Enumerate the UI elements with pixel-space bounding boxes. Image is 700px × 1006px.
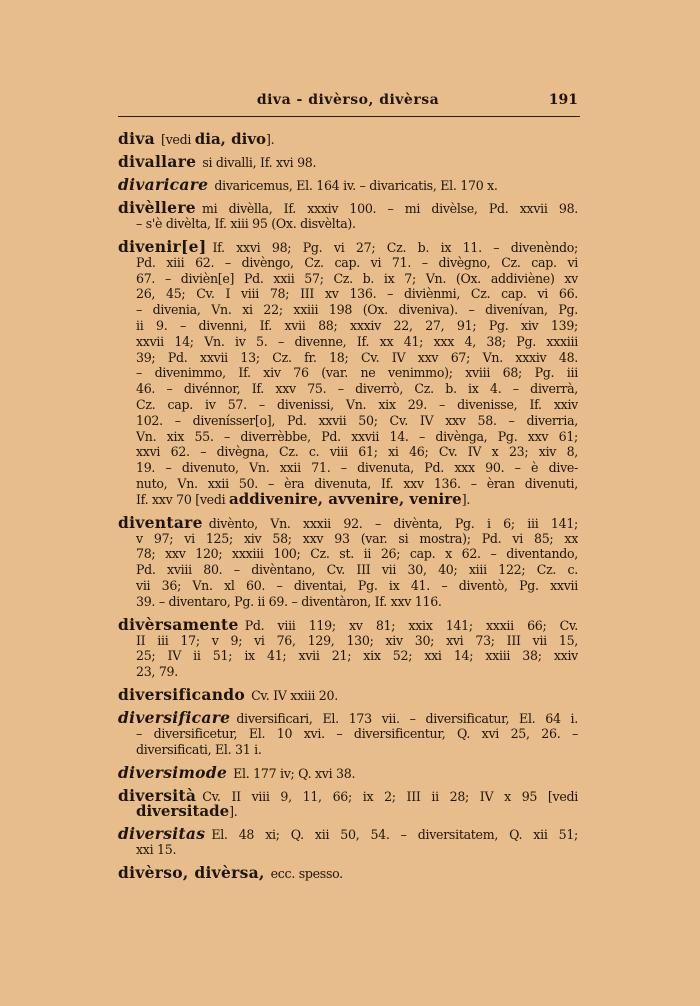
entry-line: 19. – divenuto, Vn. xxii 71. – divenuta, Pd. xxx 90. – è dive- [136,460,578,476]
entry-line: – s'è divèlta, If. xiii 95 (Ox. disvèlta). [136,216,356,231]
dictionary-entry [118,514,578,610]
dictionary-entry [118,238,578,508]
entry-line: vii 36; Vn. xl 60. – diventai, Pg. ix 41. – diventò, Pg. xxvii [136,577,578,593]
headword: diversificando [118,685,246,703]
running-header [118,90,578,110]
entry-first-line [118,864,578,881]
entry-line: 102. – divenísser[o], Pd. xxvii 50; Cv. IV xxv 58. – diverria, [136,412,578,428]
entry-line: 23, 79. [136,664,178,680]
headword: diva [118,130,155,147]
header-title: diva - divèrso, divèrsa [256,92,440,108]
entry-first-line [118,709,578,726]
entry-line: Pd. xviii 80. – divèntano, Cv. III vii 30, 40; xiii 122; Cz. c. [136,562,578,578]
entry-text [161,131,274,147]
entry-line: Pd. xiii 62. – divèngo, Cz. cap. vi 71. – divègno, Cz. cap. vi [136,254,578,270]
entry-text: Pd. viii 119; xv 81; xxix 141; xxxii 66; Cv. [244,617,578,633]
entry-line: – divenia, Vn. xi 22; xxiii 198 (Ox. diveniva). – divenívan, Pg. [136,302,578,318]
entry-line: xxvii 14; Vn. iv 5. – divenne, If. xx 41; xxx 4, 38; Pg. xxxiii [136,333,578,349]
dictionary-entry [118,825,578,858]
entry-first-line [118,238,578,255]
entry-line [136,804,578,820]
entry-line: 46. – divénnor, If. xxv 75. – diverrò, Cz. b. ix 4. – diverrà, [136,381,578,397]
entry-text: Cv. IV xxiii 20. [251,687,338,703]
headword: diversimode [118,763,228,781]
entry-text: diversificari, El. 173 vii. – diversificatur, El. 64 i. [236,710,578,726]
entry-text: ]. [461,491,471,507]
entry-first-line [118,176,578,193]
headword: divèrso, divèrsa, [118,864,265,882]
entry-line: ii 9. – divenni, If. xvii 88; xxxiv 22, 27, 91; Pg. xiv 139; [136,317,578,333]
entry-text: mi divèlla, If. xxxiv 100. – mi divèlse, Pd. xxvii 98. [201,201,578,216]
entry-line: 26, 45; Cv. I viii 78; III xv 136. – diviènmi, Cz. cap. vi 66. [136,286,578,302]
dictionary-entry [118,686,578,703]
entry-text: El. 177 iv; Q. xvi 38. [233,765,356,781]
cross-reference: addivenire, avvenire, venire [229,491,462,508]
page-number: 191 [548,92,578,108]
entry-line: – diversificetur, El. 10 xvi. – diversificentur, Q. xvi 25, 26. – [136,725,578,741]
entry-first-line [118,199,578,216]
headword: diversificare [118,708,231,726]
entry-first-line [118,130,578,147]
dictionary-entry [118,709,578,758]
entry-first-line [118,825,578,842]
entry-first-line [118,616,578,633]
dictionary-entry [118,864,578,881]
cross-reference: dia, divo [194,131,267,147]
entry-text: ]. [266,132,275,147]
headword: divèllere [118,199,196,216]
entry-first-line [118,764,578,781]
entry-text: Cv. II viii 9, 11, 66; ix 2; III ii 28; IV x 95 [vedi [202,788,578,804]
entry-first-line [118,153,578,170]
entry-text: si divalli, If. xvi 98. [202,155,317,170]
entry-line: v 97; vi 125; xiv 58; xxv 93 (var. si mostra); Pd. vi 85; xx [136,530,578,546]
entry-text: If. xxv 70 [vedi [136,491,226,507]
headword: divenir[e] [118,237,207,255]
entry-text: [vedi [160,132,192,147]
entry-text: ecc. spesso. [270,866,343,882]
entry-line: diversificati, El. 31 i. [136,741,262,757]
headword: divaricare [118,176,209,193]
headword: diversità [118,786,197,804]
dictionary-entry [118,176,578,193]
dictionary-entry [118,199,578,232]
entry-line: 39; Pd. xxvii 13; Cz. fr. 18; Cv. IV xxv 67; Vn. xxxiv 48. [136,349,578,365]
entry-first-line [118,787,578,804]
entry-line [136,492,578,508]
entry-line: xxi 15. [136,842,177,858]
entry-line: – divenimmo, If. xiv 76 (var. ne venimmo); xviii 68; Pg. iii [136,365,578,381]
entry-line: 39. – diventaro, Pg. ii 69. – diventàron, If. xxv 116. [136,593,442,609]
entry-line: xxvi 62. – divègna, Cz. c. viii 61; xi 46; Cv. IV x 23; xiv 8, [136,444,578,460]
header-rule [118,116,580,117]
headword: diversitas [118,825,206,843]
dictionary-entry [118,764,578,781]
entry-line: II iii 17; v 9; vi 76, 129, 130; xiv 30; xvi 73; III vii 15, [136,632,578,648]
entry-line: nuto, Vn. xxii 50. – èra divenuta, If. xxv 136. – èran divenuti, [136,475,578,491]
entry-line: Vn. xix 55. – diverrèbbe, Pd. xxvii 14. – divènga, Pg. xxv 61; [136,428,578,444]
headword: divallare [118,153,197,170]
entry-first-line [118,514,578,531]
entry-line: Cz. cap. iv 57. – divenissi, Vn. xix 29. – divenisse, If. xxiv [136,396,578,412]
dictionary-entry [118,130,578,147]
headword: diventare [118,513,203,531]
entry-text: If. xxvi 98; Pg. vi 27; Cz. b. ix 11. – divenèndo; [212,239,578,255]
cross-reference: diversitade [136,803,230,820]
dictionary-entries [118,130,578,887]
dictionary-entry [118,787,578,820]
entry-text: divaricemus, El. 164 iv. – divaricatis, El. 170 x. [214,178,498,193]
entry-line: 25; IV ii 51; ix 41; xvii 21; xix 52; xxi 14; xxiii 38; xxiv [136,648,578,664]
entry-text: ]. [229,803,238,819]
dictionary-entry [118,616,578,680]
entry-text: El. 48 xi; Q. xii 50, 54. – diversitatem, Q. xii 51; [211,827,578,843]
entry-first-line [118,686,578,703]
dictionary-entry [118,153,578,170]
entry-line: 78; xxv 120; xxxiii 100; Cz. st. ii 26; cap. x 62. – diventando, [136,546,578,562]
entry-line: 67. – divièn[e] Pd. xxii 57; Cz. b. ix 7; Vn. (Ox. addiviène) xv [136,270,578,286]
headword: divèrsamente [118,615,239,633]
entry-text: divènto, Vn. xxxii 92. – divènta, Pg. i 6; iii 141; [208,515,578,531]
